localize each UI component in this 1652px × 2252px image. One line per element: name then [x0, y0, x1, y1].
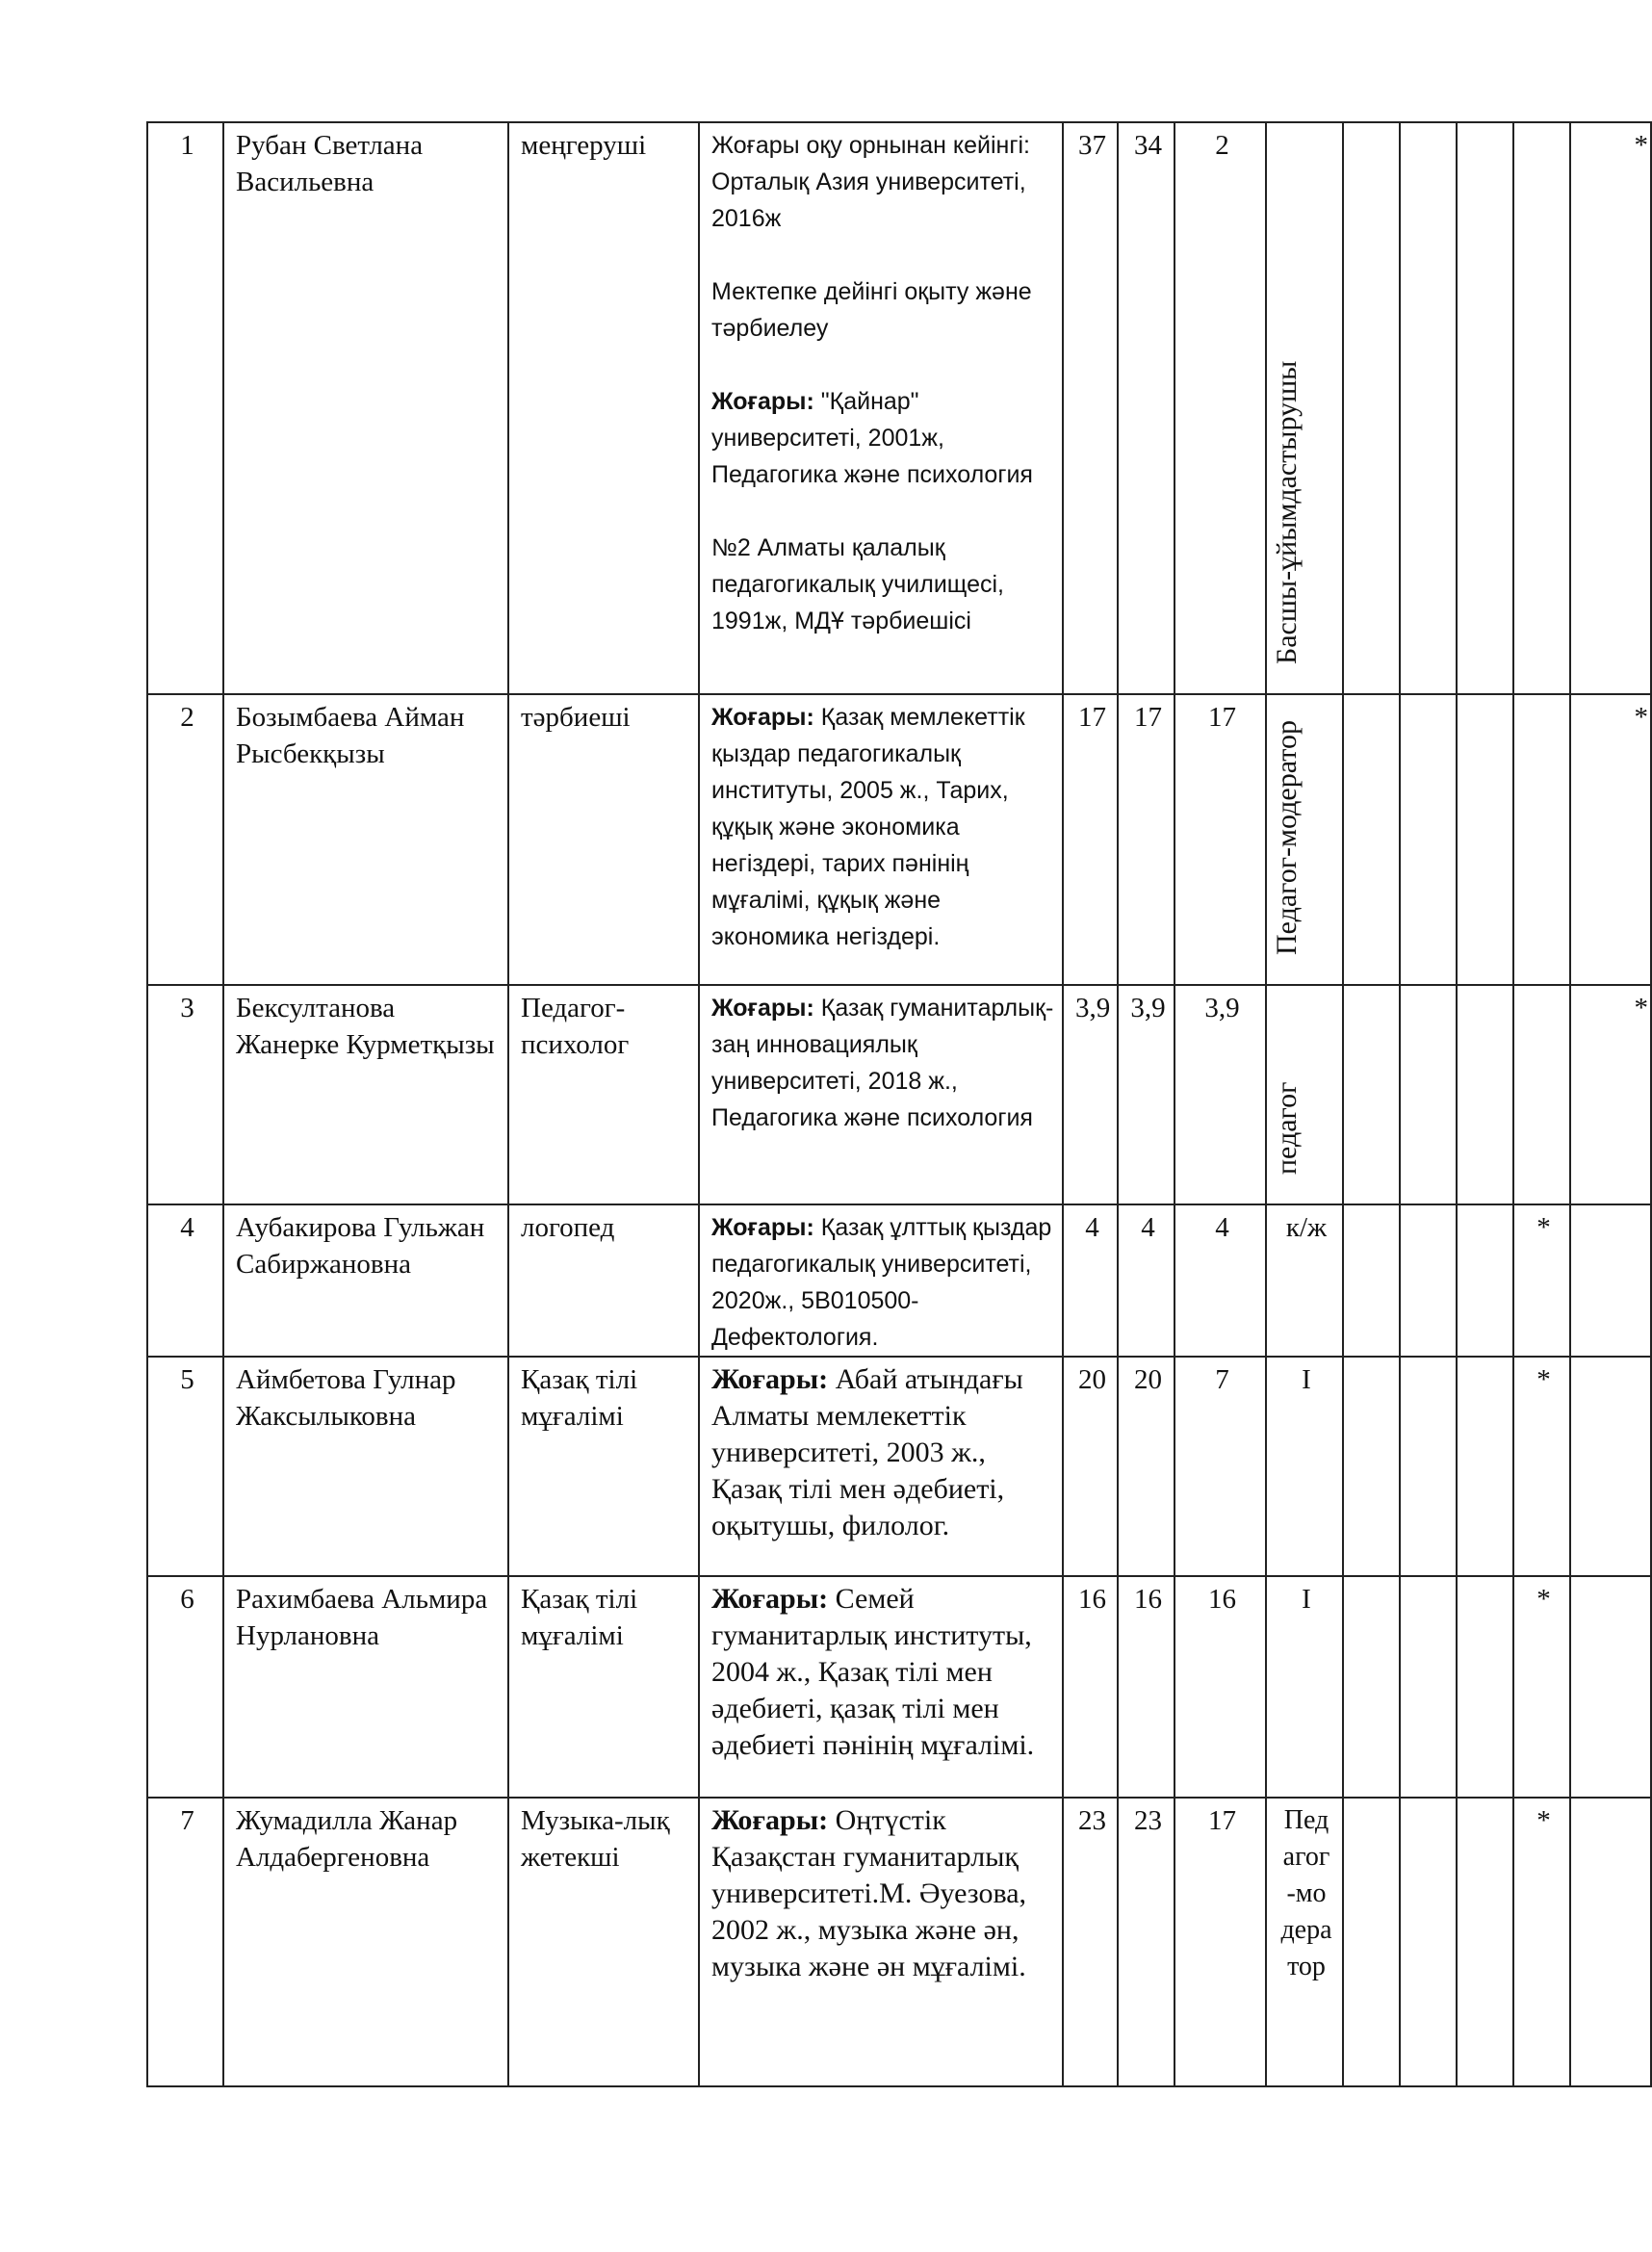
pedagogical-experience-cell: 3,9: [1118, 985, 1174, 1204]
current-experience-cell: 17: [1174, 1798, 1266, 2086]
mark-cell-5: *: [1570, 122, 1651, 694]
table-row: [147, 1576, 1651, 1798]
education-text: Абай атындағы Алматы мемлекеттік университеті, 2003 ж., Қазақ тілі мен әдебиеті, оқытушы, филолог.: [711, 1363, 1023, 1541]
table-row: [147, 694, 1651, 985]
total-experience-cell: 20: [1063, 1357, 1118, 1576]
total-experience-cell: 37: [1063, 122, 1118, 694]
qualification-category-cell: [1266, 1204, 1343, 1357]
pedagogical-experience-cell: 23: [1118, 1798, 1174, 2086]
full-name-cell: Бексултанова Жанерке Курметқызы: [223, 985, 508, 1204]
mark-cell-3: [1457, 694, 1513, 985]
mark-cell-3: [1457, 1576, 1513, 1798]
mark-cell-4: [1513, 122, 1570, 694]
mark-cell-2: [1400, 985, 1457, 1204]
mark-cell-4: *: [1513, 1204, 1570, 1357]
row-number-cell: 1: [147, 122, 223, 694]
mark-cell-1: [1343, 694, 1400, 985]
category-label: Басшы-ұйымдастырушы: [1271, 360, 1303, 664]
mark-cell-4: *: [1513, 1357, 1570, 1576]
mark-cell-1: [1343, 1204, 1400, 1357]
pedagogical-experience-cell: 4: [1118, 1204, 1174, 1357]
education-cell: [699, 1204, 1063, 1357]
full-name-cell: Аубакирова Гульжан Сабиржановна: [223, 1204, 508, 1357]
full-name-cell: Жумадилла Жанар Алдабергеновна: [223, 1798, 508, 2086]
qualification-category-cell: [1266, 985, 1343, 1204]
table-row: [147, 1798, 1651, 2086]
education-text: Оңтүстік Қазақстан гуманитарлық университеті.М. Әуезова, 2002 ж., музыка және ән, музыка және ән мұғалімі.: [711, 1804, 1027, 1982]
position-cell: Қазақ тілі мұғалімі: [508, 1357, 699, 1576]
full-name-cell: Бозымбаева Айман Рысбекқызы: [223, 694, 508, 985]
row-number-cell: 5: [147, 1357, 223, 1576]
education-level-label: Жоғары:: [711, 704, 814, 731]
mark-cell-1: [1343, 1576, 1400, 1798]
mark-cell-4: *: [1513, 1576, 1570, 1798]
pedagogical-experience-cell: 17: [1118, 694, 1174, 985]
education-level-label: Жоғары:: [711, 388, 814, 415]
total-experience-cell: 23: [1063, 1798, 1118, 2086]
table-row: [147, 1204, 1651, 1357]
education-level-label: Жоғары:: [711, 995, 814, 1022]
education-text: Қазақ мемлекеттік қыздар педагогикалық институты, 2005 ж., Тарих, құқық және экономика негіздері, тарих пәнінің мұғалімі, құқық және экономика негіздері.: [711, 704, 1025, 950]
row-number-cell: 2: [147, 694, 223, 985]
full-name-cell: Рубан Светлана Васильевна: [223, 122, 508, 694]
category-label: Педагог-модератор: [1271, 720, 1303, 955]
education-text: Семей гуманитарлық институты, 2004 ж., Қазақ тілі мен әдебиеті, қазақ тілі мен әдебиеті пәнінің мұғалімі.: [711, 1583, 1035, 1761]
education-level-label: Жоғары:: [711, 1804, 829, 1836]
category-label: I: [1302, 1364, 1311, 1395]
category-label: I: [1302, 1584, 1311, 1615]
mark-cell-3: [1457, 122, 1513, 694]
position-cell: логопед: [508, 1204, 699, 1357]
qualification-category-cell: [1266, 122, 1343, 694]
education-cell: [699, 122, 1063, 694]
mark-cell-1: [1343, 1357, 1400, 1576]
qualification-category-cell: [1266, 1357, 1343, 1576]
staff-table-body: [147, 122, 1651, 2086]
pedagogical-experience-cell: 16: [1118, 1576, 1174, 1798]
mark-cell-3: [1457, 1204, 1513, 1357]
category-vertical-wrap: [1267, 695, 1342, 982]
table-row: [147, 985, 1651, 1204]
category-label: Педагог-модератор: [1280, 1805, 1332, 1981]
position-cell: Қазақ тілі мұғалімі: [508, 1576, 699, 1798]
mark-cell-2: [1400, 694, 1457, 985]
mark-cell-5: [1570, 1357, 1651, 1576]
education-cell: [699, 985, 1063, 1204]
education-text: Қазақ ұлттық қыздар педагогикалық университеті, 2020ж., 5В010500-Дефектология.: [711, 1214, 1052, 1351]
education-paragraph: [711, 1802, 1054, 1985]
education-cell: [699, 1357, 1063, 1576]
mark-cell-3: [1457, 1357, 1513, 1576]
mark-cell-1: [1343, 1798, 1400, 2086]
current-experience-cell: 7: [1174, 1357, 1266, 1576]
total-experience-cell: 16: [1063, 1576, 1118, 1798]
current-experience-cell: 2: [1174, 122, 1266, 694]
mark-cell-3: [1457, 985, 1513, 1204]
category-label: педагог: [1271, 1081, 1303, 1175]
education-paragraph: [711, 530, 1054, 639]
category-vertical-wrap: [1267, 986, 1342, 1202]
mark-cell-2: [1400, 1576, 1457, 1798]
education-paragraph: [711, 273, 1054, 347]
mark-cell-2: [1400, 1204, 1457, 1357]
position-cell: меңгеруші: [508, 122, 699, 694]
current-experience-cell: 16: [1174, 1576, 1266, 1798]
staff-table: [146, 121, 1652, 2087]
mark-cell-4: [1513, 985, 1570, 1204]
qualification-category-cell: [1266, 1798, 1343, 2086]
table-row: [147, 122, 1651, 694]
education-paragraph: [711, 1581, 1054, 1764]
table-row: [147, 1357, 1651, 1576]
mark-cell-1: [1343, 122, 1400, 694]
pedagogical-experience-cell: 34: [1118, 122, 1174, 694]
position-cell: Музыка-лық жетекші: [508, 1798, 699, 2086]
current-experience-cell: 3,9: [1174, 985, 1266, 1204]
position-cell: тәрбиеші: [508, 694, 699, 985]
mark-cell-2: [1400, 1357, 1457, 1576]
education-paragraph: [711, 127, 1054, 237]
row-number-cell: 4: [147, 1204, 223, 1357]
education-level-label: Жоғары:: [711, 1363, 829, 1395]
mark-cell-2: [1400, 1798, 1457, 2086]
mark-cell-1: [1343, 985, 1400, 1204]
education-cell: [699, 694, 1063, 985]
category-vertical-wrap: [1267, 123, 1342, 691]
education-paragraph: [711, 383, 1054, 493]
mark-cell-4: [1513, 694, 1570, 985]
education-text: Мектепке дейінгі оқыту және тәрбиелеу: [711, 278, 1032, 342]
category-label: к/ж: [1285, 1212, 1328, 1243]
education-text: Қазақ гуманитарлық-заң инновациялық университеті, 2018 ж., Педагогика және психология: [711, 995, 1054, 1131]
total-experience-cell: 17: [1063, 694, 1118, 985]
current-experience-cell: 17: [1174, 694, 1266, 985]
mark-cell-5: [1570, 1576, 1651, 1798]
education-level-label: Жоғары:: [711, 1214, 814, 1241]
education-paragraph: [711, 699, 1054, 955]
mark-cell-5: *: [1570, 694, 1651, 985]
position-cell: Педагог-психолог: [508, 985, 699, 1204]
education-level-label: Жоғары:: [711, 1583, 829, 1615]
total-experience-cell: 3,9: [1063, 985, 1118, 1204]
education-text: №2 Алматы қалалық педагогикалық училищесі, 1991ж, МДҰ тәрбиешісі: [711, 534, 1005, 634]
row-number-cell: 7: [147, 1798, 223, 2086]
education-paragraph: [711, 1209, 1054, 1356]
education-text: Жоғары оқу орнынан кейінгі: Орталық Азия университеті, 2016ж: [711, 132, 1030, 232]
mark-cell-2: [1400, 122, 1457, 694]
qualification-category-cell: [1266, 694, 1343, 985]
education-text: "Қайнар" университеті, 2001ж, Педагогика және психология: [711, 388, 1033, 488]
current-experience-cell: 4: [1174, 1204, 1266, 1357]
mark-cell-5: [1570, 1798, 1651, 2086]
full-name-cell: Аймбетова Гулнар Жаксылыковна: [223, 1357, 508, 1576]
row-number-cell: 6: [147, 1576, 223, 1798]
qualification-category-cell: [1266, 1576, 1343, 1798]
education-cell: [699, 1576, 1063, 1798]
mark-cell-3: [1457, 1798, 1513, 2086]
education-paragraph: [711, 1361, 1054, 1544]
mark-cell-4: *: [1513, 1798, 1570, 2086]
total-experience-cell: 4: [1063, 1204, 1118, 1357]
pedagogical-experience-cell: 20: [1118, 1357, 1174, 1576]
mark-cell-5: *: [1570, 985, 1651, 1204]
full-name-cell: Рахимбаева Альмира Нурлановна: [223, 1576, 508, 1798]
education-cell: [699, 1798, 1063, 2086]
mark-cell-5: [1570, 1204, 1651, 1357]
row-number-cell: 3: [147, 985, 223, 1204]
education-paragraph: [711, 990, 1054, 1136]
